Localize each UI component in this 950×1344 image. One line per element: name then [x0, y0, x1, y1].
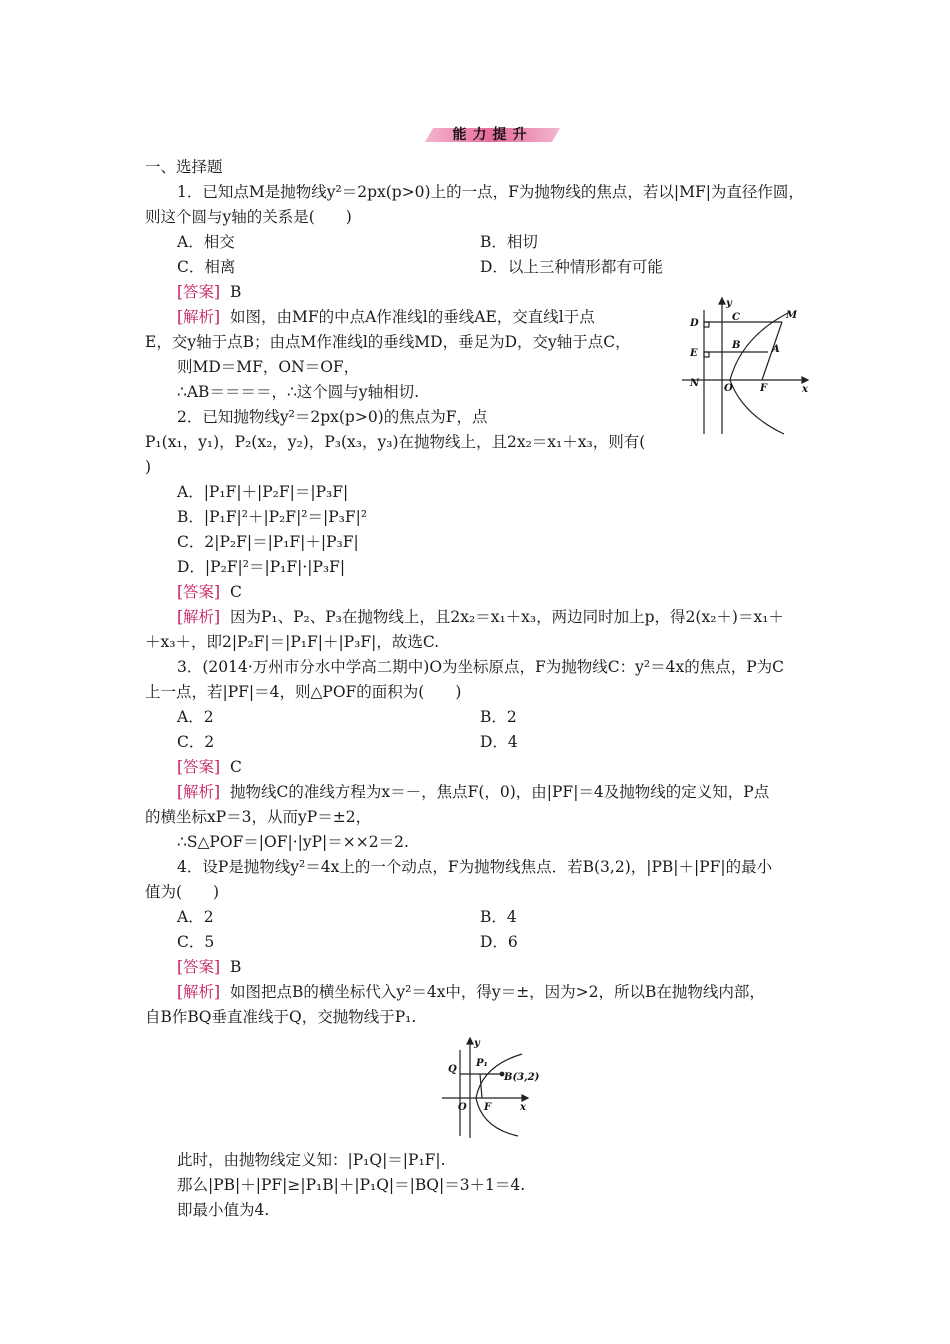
q1-answer	[177, 282, 241, 302]
q1-explanation-3: 则MD＝MF，ON＝OF，	[177, 358, 360, 376]
right-angle-e	[704, 352, 709, 357]
q2-answer	[177, 582, 242, 602]
explanation-tag: [解析]	[177, 983, 221, 1001]
label-x: x	[520, 1102, 526, 1113]
answer-value: B	[229, 958, 242, 976]
q1-explanation-4: ∴AB＝＝＝＝，∴这个圆与y轴相切.	[177, 383, 419, 401]
q3-option-a: A．2	[177, 708, 214, 726]
explanation-text: 因为P₁、P₂、P₃在抛物线上，且2x₂＝x₁＋x₃，两边同时加上p，得2(x₂＋)＝x₁＋	[229, 608, 784, 626]
x-axis-arrow	[522, 1095, 528, 1101]
label-y: y	[474, 1038, 480, 1049]
label-e: E	[690, 348, 698, 359]
q2-option-d: D．|P₂F|²＝|P₁F|·|P₃F|	[177, 558, 346, 576]
answer-value: C	[229, 758, 242, 776]
label-q: Q	[448, 1064, 457, 1075]
q3-answer	[177, 757, 242, 777]
figure-parabola-2	[440, 1036, 540, 1140]
q1-option-d: D．以上三种情形都有可能	[480, 258, 663, 276]
q1-option-b: B．相切	[480, 233, 538, 251]
label-x: x	[802, 384, 808, 395]
q4-conclusion-1: 此时，由抛物线定义知：|P₁Q|＝|P₁F|.	[177, 1151, 446, 1169]
q4-explanation-2: 自B作BQ垂直准线于Q，交抛物线于P₁.	[145, 1008, 417, 1026]
q4-answer	[177, 957, 241, 977]
q1-option-c: C．相离	[177, 258, 236, 276]
q4-stem-2: 值为( )	[145, 883, 220, 901]
label-p1: P₁	[476, 1058, 488, 1069]
q3-explanation-3: ∴S△POF＝|OF|·|yP|＝××2＝2.	[177, 833, 409, 851]
section-banner	[425, 124, 560, 146]
q2-option-b: B．|P₁F|²＋|P₂F|²＝|P₃F|²	[177, 508, 368, 526]
q4-conclusion-2: 那么|PB|＋|PF|≥|P₁B|＋|P₁Q|＝|BQ|＝3＋1＝4.	[177, 1176, 526, 1194]
label-f: F	[484, 1102, 492, 1113]
explanation-text: 如图把点B的横坐标代入y²＝4x中，得y＝±，因为>2，所以B在抛物线内部，	[229, 983, 765, 1001]
q1-stem-2: 则这个圆与y轴的关系是( )	[145, 208, 352, 226]
q4-stem-1: 4．设P是抛物线y²＝4x上的一个动点，F为抛物线焦点．若B(3,2)，|PB|＋|PF|的最小	[177, 858, 773, 876]
explanation-text: 抛物线C的准线方程为x＝－，焦点F(，0)，由|PF|＝4及抛物线的定义知，P点	[229, 783, 770, 801]
parabola-curve	[730, 312, 790, 434]
y-axis-arrow	[719, 298, 725, 304]
label-b: B	[732, 340, 741, 351]
q2-option-a: A．|P₁F|＋|P₂F|＝|P₃F|	[177, 483, 349, 501]
q4-conclusion-3: 即最小值为4.	[177, 1201, 270, 1219]
q1-explanation-1	[177, 307, 595, 327]
q2-stem-1: 2．已知抛物线y²＝2px(p>0)的焦点为F，点	[177, 408, 488, 426]
answer-value: C	[229, 583, 242, 601]
q4-option-c: C．5	[177, 933, 215, 951]
explanation-tag: [解析]	[177, 783, 221, 801]
label-b: B(3,2)	[504, 1072, 540, 1083]
q3-option-c: C．2	[177, 733, 215, 751]
q3-stem-1: 3．(2014·万州市分水中学高二期中)O为坐标原点，F为抛物线C：y²＝4x的焦点，P为C	[177, 658, 785, 676]
q3-stem-2: 上一点，若|PF|＝4，则△POF的面积为( )	[145, 683, 462, 701]
explanation-tag: [解析]	[177, 308, 221, 326]
figure-parabola-1	[682, 296, 814, 436]
answer-tag: [答案]	[177, 958, 221, 976]
q1-stem-1: 1．已知点M是抛物线y²＝2px(p>0)上的一点，F为抛物线的焦点，若以|MF|为直径作圆，	[177, 183, 804, 201]
q1-option-a: A．相交	[177, 233, 235, 251]
label-n: N	[690, 378, 700, 389]
answer-tag: [答案]	[177, 758, 221, 776]
answer-value: B	[229, 283, 242, 301]
label-y: y	[726, 298, 732, 309]
y-axis-arrow	[467, 1038, 473, 1044]
label-o: O	[724, 383, 733, 394]
right-angle-d	[704, 322, 709, 327]
label-c: C	[732, 312, 740, 323]
answer-tag: [答案]	[177, 283, 221, 301]
explanation-tag: [解析]	[177, 608, 221, 626]
q3-option-d: D．4	[480, 733, 518, 751]
q2-explanation-2: ＋x₃＋，即2|P₂F|＝|P₁F|＋|P₃F|，故选C.	[145, 633, 440, 651]
q2-explanation-1	[177, 607, 784, 627]
label-a: A	[772, 344, 780, 355]
q4-explanation-1	[177, 982, 765, 1002]
label-m: M	[786, 310, 798, 321]
q2-stem-3: )	[145, 458, 152, 476]
explanation-text: 如图，由MF的中点A作准线l的垂线AE，交直线l于点	[229, 308, 595, 326]
q2-option-c: C．2|P₂F|＝|P₁F|＋|P₃F|	[177, 533, 359, 551]
q3-explanation-1	[177, 782, 769, 802]
q3-option-b: B．2	[480, 708, 517, 726]
q4-option-b: B．4	[480, 908, 517, 926]
q1-explanation-2: E，交y轴于点B；由点M作准线l的垂线MD，垂足为D，交y轴于点C，	[145, 333, 631, 351]
answer-tag: [答案]	[177, 583, 221, 601]
q4-option-a: A．2	[177, 908, 214, 926]
section-heading: 一、选择题	[145, 158, 223, 176]
label-o: O	[458, 1102, 467, 1113]
q2-stem-2: P₁(x₁，y₁)，P₂(x₂，y₂)，P₃(x₃，y₃)在抛物线上，且2x₂＝x₁＋x₃，则有(	[145, 433, 646, 451]
label-d: D	[690, 318, 699, 329]
q3-explanation-2: 的横坐标xP＝3，从而yP＝±2，	[145, 808, 372, 826]
label-f: F	[760, 383, 768, 394]
q4-option-d: D．6	[480, 933, 518, 951]
x-axis-arrow	[802, 377, 808, 383]
banner-title: 能力提升	[452, 127, 533, 143]
